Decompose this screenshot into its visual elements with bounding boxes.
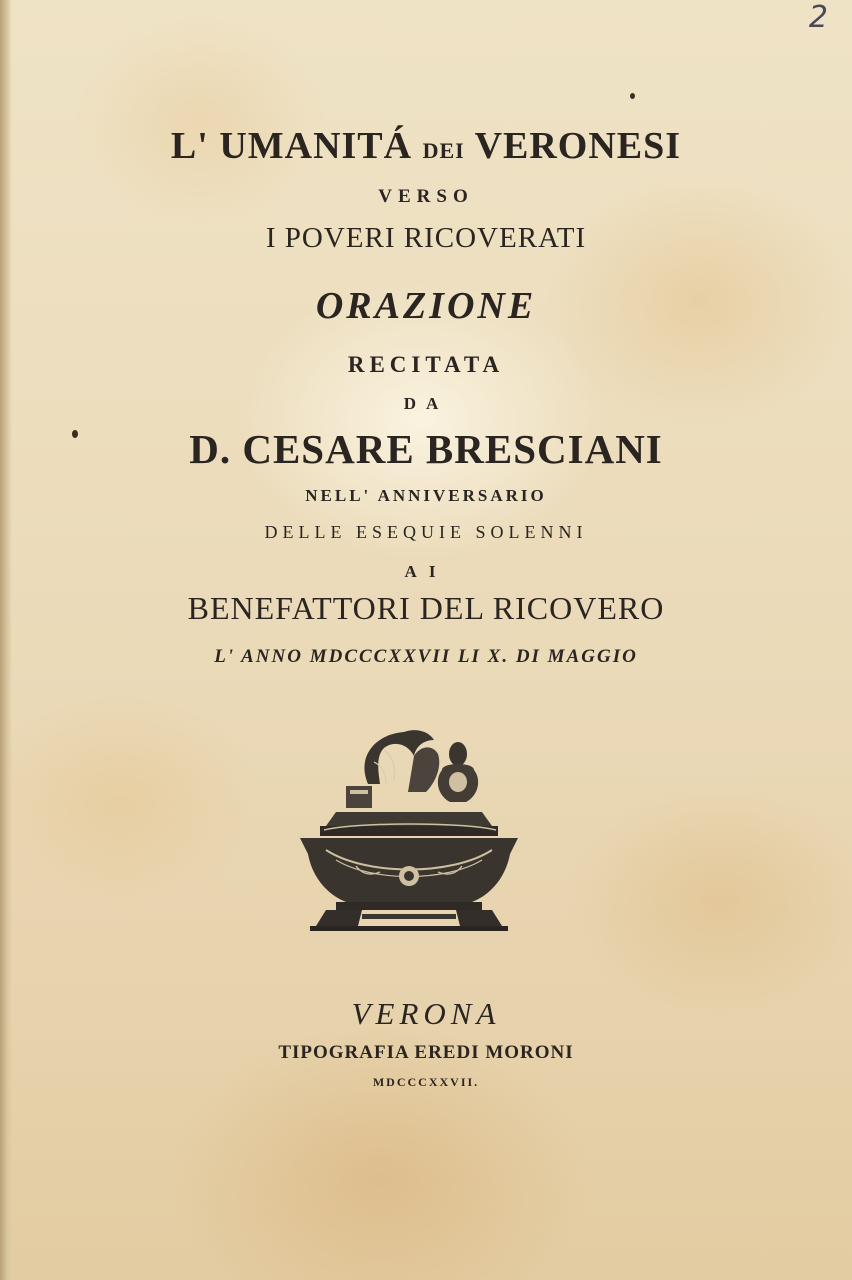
title-line-1	[0, 124, 852, 168]
author-name: D. CESARE BRESCIANI	[189, 426, 663, 472]
occasion-line-1: NELL' ANNIVERSARIO	[305, 486, 547, 505]
occasion-date: L' ANNO MDCCCXXVII LI X. DI MAGGIO	[214, 646, 638, 667]
da-line: DA	[403, 394, 449, 413]
genre-heading: ORAZIONE	[315, 285, 537, 327]
title-word-veronesi: VERONESI	[474, 125, 682, 167]
imprint-printer: TIPOGRAFIA EREDI MORONI	[278, 1042, 574, 1063]
title-word-dei: DEI	[422, 138, 465, 163]
title-line-2: I POVERI RICOVERATI	[265, 222, 587, 254]
recitata-line: RECITATA	[347, 352, 505, 377]
occasion-line-4: BENEFATTORI DEL RICOVERO	[187, 590, 665, 626]
title-word-umanita: L' UMANITÁ	[170, 125, 413, 167]
imprint-year: MDCCCXXVII.	[372, 1075, 480, 1089]
occasion-line-3: AI	[404, 562, 448, 581]
funerary-urn-with-eagle-icon	[296, 726, 522, 936]
handwritten-page-number: 2	[808, 0, 828, 35]
occasion-line-2: DELLE ESEQUIE SOLENNI	[264, 522, 588, 542]
title-verso: VERSO	[378, 186, 474, 207]
ink-spot	[630, 93, 635, 99]
imprint-city: VERONA	[351, 996, 501, 1031]
